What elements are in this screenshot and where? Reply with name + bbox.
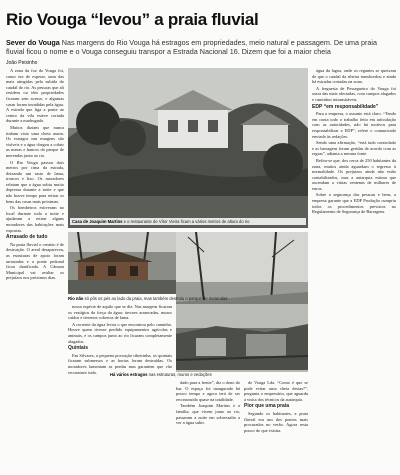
subheading: Pior que uma praia	[244, 403, 290, 410]
photo-house-hillside-image	[68, 68, 308, 228]
caption-bold: Casa de Joaquim Martins	[72, 219, 123, 224]
lead-text: Nas margens do Rio Vouga há estragos em propriedades, meio natural e passagem. De uma praia fluvial ficou o nome e o Vouga conseguiu transpor a Estrada Nacional 16. Dizem que foi a maior cheia	[6, 38, 378, 56]
paragraph: Muitos diziam que nunca tinham visto uma cheia assim. Os estragos nas margens são visíveis e a água chegou a cobrir as mesas e bancos do parque de merendas junto ao rio.	[6, 124, 64, 158]
paragraph: dado para a frente”, diz o dono do bar. O espaço foi inaugurado há pouco tempo e agora terá de ser reconstruído quase na totalidade.	[176, 380, 240, 402]
article-column-5	[312, 68, 396, 470]
paragraph: A zona da foz do Vouga foi, como era de esperar, uma das mais atingidas pela subida do caudal do rio. As pessoas que ali residem ou têm propriedades ficaram sem acesso, e algumas casas foram invadidas pela água. A estrada que liga a ponte ao centro da vila esteve cortada durante a madrugada.	[6, 68, 64, 124]
subheading: Arrasado de tudo	[6, 234, 48, 241]
paragraph: Em Silvares, a pequena povoação ribeirinha, os quintais ficaram submersos e as hortas foram destruídas. Os moradores lamentam as perdas mas garantem que vão reconstruir tudo.	[68, 352, 172, 375]
paragraph: O Rio Vouga passou dois metros por cima da estrada, deixando um rasto de lama, troncos e lixo. Os moradores relatam que a água subiu muito depressa durante a noite e que não houve tempo para retirar os bens das casas mais próximas.	[6, 159, 64, 204]
photo-damage-structures	[176, 304, 308, 370]
paragraph: Sendo uma afirmação, “está tudo controlado e as barragens foram geridas de acordo com as regras”, adianta a mesma fonte.	[312, 140, 396, 157]
caption-bold: Há vários estragos	[110, 372, 148, 377]
paragraph: Também Joaquim Martins e a família, que vivem junto ao rio, passaram a noite em sobressalto a ver a água subir.	[176, 403, 240, 426]
subheading: EDP “em responsabilidade”	[312, 103, 379, 110]
caption-text: só pôs os pés ao lado da praia, mas também destruiu o parque de merendas	[84, 296, 228, 301]
lead-kicker: Sever do Vouga	[6, 38, 60, 47]
photo-bar-structure-image	[68, 232, 176, 294]
byline: João Peixinho	[6, 60, 38, 66]
caption-text: e o restaurante de Vítor Vieira ficam a vários metros de altura do rio	[123, 219, 250, 224]
photo-damage-structures-image	[176, 304, 308, 370]
caption-text: nas estruturas, muros e vedações	[148, 372, 212, 377]
paragraph: Na praia fluvial o cenário é de destruição. O areal desapareceu, as estruturas de apoio foram arrastadas e a ponte pedonal ficou danificada. A Câmara Municipal vai avaliar os prejuízos nos próximos dias.	[6, 241, 64, 281]
photo-bar-structure	[68, 232, 176, 294]
photo-house-hillside	[68, 68, 308, 228]
article-column-2	[68, 304, 172, 470]
paragraph: A freguesia de Pessegueiro do Vouga foi outra das mais afectadas, com campos alagados e caminhos intransitáveis.	[312, 85, 396, 102]
paragraph: de Vouga Lda. “Como é que se pode evitar uma cheia destas?”, pergunta o empresário, que aguarda a visita dos técnicos da autarquia.	[244, 380, 308, 402]
paragraph: Refira-se que, dos cerca de 250 habitantes da zona, muitos ainda aguardam o regresso à normalidade. Os prejuízos ainda não estão contabilizados, mas a autarquia estima que ascendam a várias centenas de milhares de euros.	[312, 157, 396, 191]
headline: Rio Vouga “levou” a praia fluvial	[6, 10, 259, 29]
photo-caption	[70, 218, 306, 225]
article-column-1	[6, 68, 64, 470]
paragraph: Para a empresa, o assunto está claro. “Tendo em conta todo o trabalho feito em articulação com as autoridades, não há motivos para responsabilizar a EDP”, refere o comunicado enviado às redações.	[312, 111, 396, 139]
paragraph: Os bombeiros estiveram no local durante toda a noite e ajudaram a retirar alguns moradores das habitações mais expostas.	[6, 205, 64, 233]
caption-bold: Rio não	[68, 296, 84, 301]
paragraph: Sobre a segurança das pessoas e bens, a empresa garante que a EDP Produção cumpriu todos os procedimentos previstos no Regulamento de Segurança de Barragens.	[312, 192, 396, 215]
photo-caption-praia	[68, 296, 308, 301]
subheading: Quintais	[68, 345, 89, 352]
lead-paragraph	[6, 38, 394, 56]
article-column-3	[176, 380, 240, 470]
article-column-4	[244, 380, 308, 470]
paragraph: água da lagoa, onde os regantes se queixam de que o caudal da ribeira transbordou e ainda há estradas cortadas na zona.	[312, 68, 396, 85]
paragraph: nossa espécie de aquilo que se diz. Nas margens ficaram os vestígios da força da água: árvores arrancadas, muros caídos e terrenos cobertos de lama.	[68, 304, 172, 321]
paragraph: Segundo os habitantes, a praia fluvial era um dos pontos mais procurados no verão. Agora resta pouco do que existia.	[244, 410, 308, 433]
paragraph: A corrente da água levou o que encontrou pelo caminho. Houve quem tivesse perdido equipamentos agrícolas e animais, e os campos junto ao rio ficaram completamente alagados.	[68, 321, 172, 344]
